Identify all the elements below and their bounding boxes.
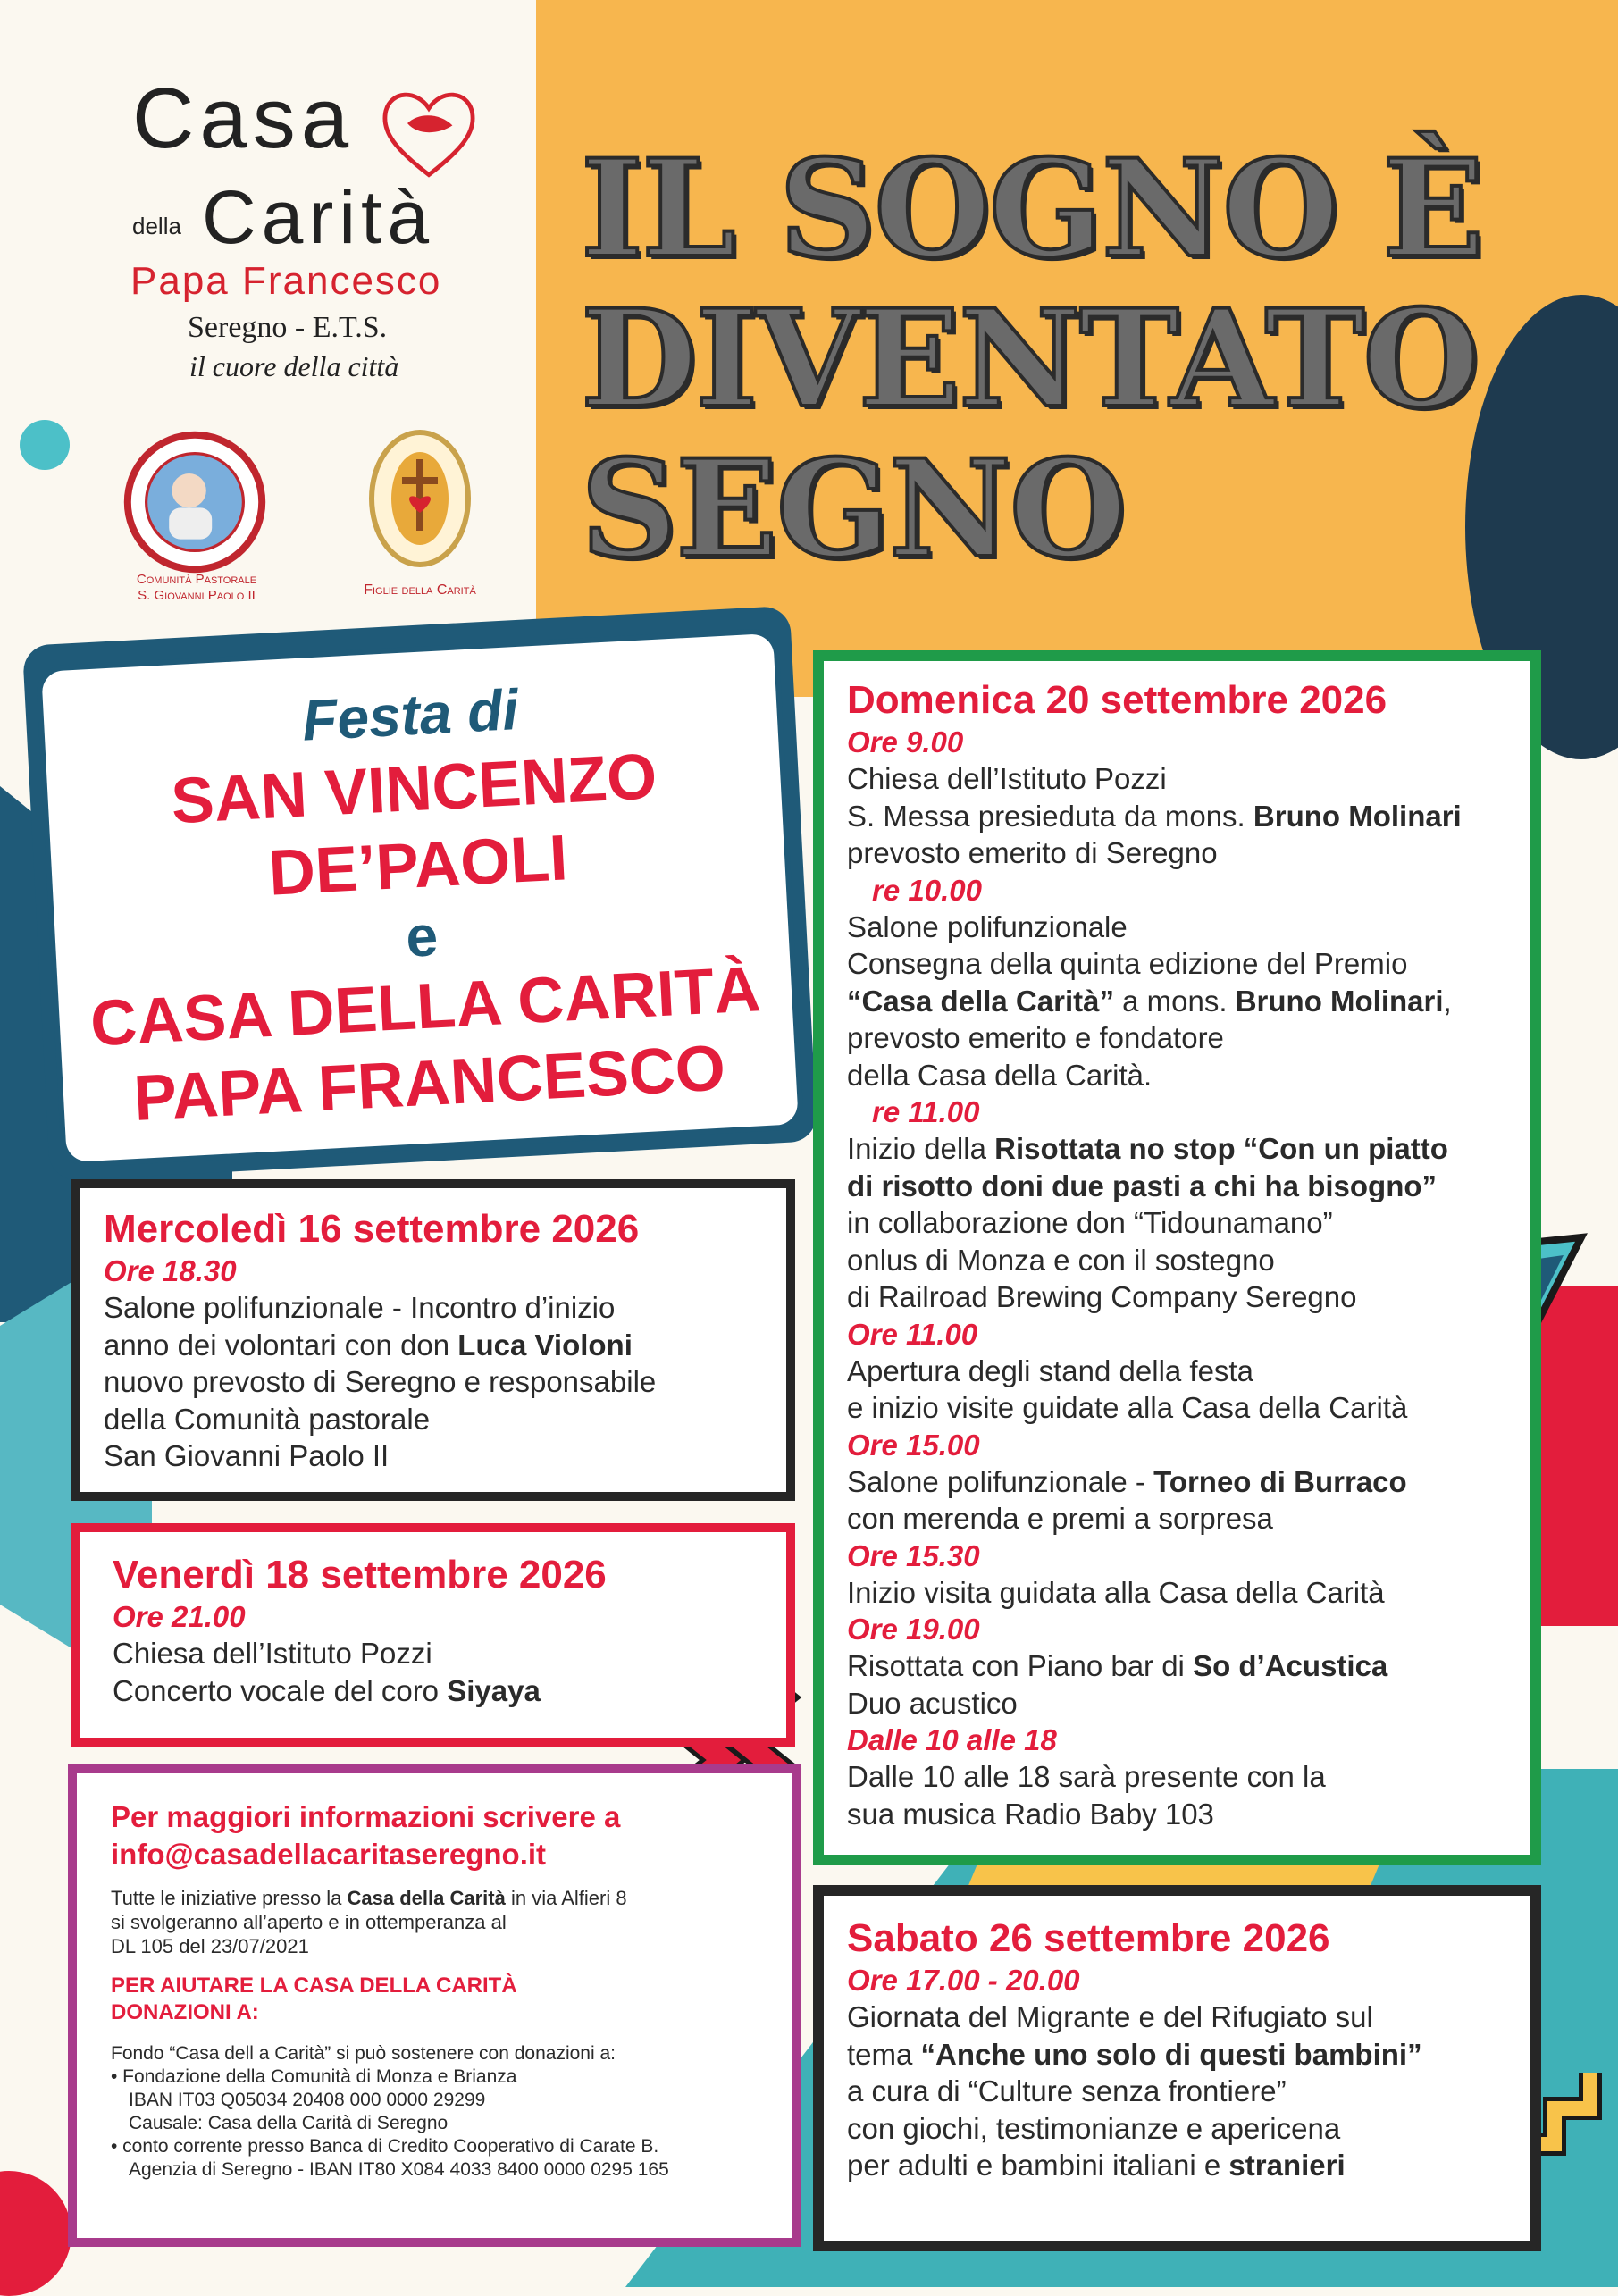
event-line: San Giovanni Paolo II: [104, 1439, 390, 1472]
donation-line: Fondo “Casa dell a Carità” si può sostenere con donazioni a:: [111, 2043, 616, 2064]
event-line: [847, 983, 1507, 1020]
festa-line1: Festa di: [300, 677, 520, 753]
bold-text: Torneo di Burraco: [1153, 1464, 1407, 1498]
text-span: ,: [1443, 984, 1452, 1018]
text-span: Salone polifunzionale -: [847, 1464, 1154, 1498]
info-heading: Per maggiori informazioni scrivere a: [111, 1800, 621, 1833]
event-time: Ore 15.00: [847, 1428, 980, 1462]
festa-line3: DE’PAOLI: [266, 822, 570, 909]
text-span: a mons.: [1113, 984, 1236, 1018]
seal1-caption-line1: Comunità Pastorale: [136, 572, 257, 587]
event-mercoledi: [71, 1179, 795, 1501]
event-line: sua musica Radio Baby 103: [847, 1797, 1214, 1831]
donations-heading-line1: PER AIUTARE LA CASA DELLA CARITÀ: [111, 1973, 517, 1998]
daughters-charity-emblem-icon: [366, 427, 474, 570]
event-time: Ore 17.00 - 20.00: [847, 1964, 1080, 1997]
event-line: [847, 1463, 1507, 1501]
seal1-caption: [98, 572, 295, 604]
event-line: [847, 798, 1507, 835]
event-time: re 10.00: [872, 873, 982, 907]
seal2-caption: Figlie della Carità: [364, 582, 476, 598]
info-note-line: DL 105 del 23/07/2021: [111, 1935, 309, 1957]
event-line: nuovo prevosto di Seregno e responsabile: [104, 1365, 657, 1398]
event-time: Ore 9.00: [847, 725, 964, 758]
event-time: Dalle 10 alle 18: [847, 1723, 1057, 1756]
festa-line5: CASA DELLA CARITÀ: [88, 953, 763, 1060]
headline-line1: IL SOGNO È: [581, 130, 1483, 288]
event-venerdi: [71, 1523, 795, 1747]
logo-tagline: il cuore della città: [189, 350, 399, 382]
donation-line: Agenzia di Seregno - IBAN IT80 X084 4033 8400 0000 0295 165: [129, 2159, 669, 2180]
event-line: Chiesa dell’Istituto Pozzi: [847, 762, 1167, 795]
main-headline: [581, 130, 1528, 588]
event-line: Consegna della quinta edizione del Premio: [847, 947, 1408, 980]
event-line: a cura di “Culture senza frontiere”: [847, 2074, 1287, 2107]
event-line: con giochi, testimonianze e apericena: [847, 2111, 1341, 2145]
parish-seal-icon: [123, 431, 266, 574]
decor-dot: [20, 420, 70, 470]
event-line: onlus di Monza e con il sostegno: [847, 1243, 1275, 1277]
event-line: in collaborazione don “Tidounamano”: [847, 1206, 1333, 1239]
event-title: Mercoledì 16 settembre 2026: [104, 1207, 640, 1251]
event-line: [847, 2147, 1507, 2184]
logo-casa-text: Casa: [132, 71, 355, 166]
event-line: [847, 1647, 1507, 1685]
event-line: Duo acustico: [847, 1686, 1018, 1720]
event-title: Venerdì 18 settembre 2026: [113, 1553, 607, 1596]
bold-name: Bruno Molinari: [1253, 799, 1462, 833]
donations-heading-line2: DONAZIONI A:: [111, 2000, 259, 2024]
event-line: prevosto emerito e fondatore: [847, 1021, 1224, 1054]
event-title: Sabato 26 settembre 2026: [847, 1916, 1330, 1960]
event-line: e inizio visite guidate alla Casa della Carità: [847, 1391, 1408, 1424]
logo-carita-text: Carità: [202, 175, 435, 259]
donations-details: [111, 2042, 758, 2182]
headline-line2: DIVENTATO: [581, 281, 1478, 438]
event-line: [113, 1672, 754, 1710]
text-span: Inizio della: [847, 1132, 995, 1165]
text-span: S. Messa presieduta da mons.: [847, 799, 1253, 833]
donation-line: • Fondazione della Comunità di Monza e Brianza: [111, 2066, 517, 2087]
heart-logo-icon: [375, 80, 482, 188]
logo-papa-francesco: Papa Francesco: [130, 259, 442, 303]
event-line: prevosto emerito di Seregno: [847, 836, 1218, 869]
event-line: di Railroad Brewing Company Seregno: [847, 1280, 1357, 1313]
bold-text: Casa della Carità: [347, 1887, 506, 1909]
text-span: tema: [847, 2037, 921, 2071]
text-span: in via Alfieri 8: [505, 1887, 627, 1909]
bold-name: Siyaya: [447, 1673, 541, 1707]
event-line: Apertura degli stand della festa: [847, 1353, 1253, 1387]
decor-dot: [0, 2171, 71, 2296]
event-sabato: [813, 1885, 1541, 2251]
donations-heading: [111, 1973, 758, 2026]
event-time: Ore 21.00: [113, 1600, 246, 1633]
event-line: Giornata del Migrante e del Rifugiato sul: [847, 2000, 1373, 2033]
donation-line: • conto corrente presso Banca di Credito Cooperativo di Carate B.: [111, 2136, 659, 2157]
text-span: Concerto vocale del coro: [113, 1673, 448, 1707]
info-note: [111, 1886, 758, 1958]
event-time: Ore 15.30: [847, 1538, 980, 1572]
festa-title: [61, 661, 780, 1140]
festa-line4: e: [404, 903, 440, 969]
event-line: [847, 1168, 1507, 1205]
text-span: anno dei volontari con don: [104, 1328, 458, 1362]
festa-line6: PAPA FRANCESCO: [131, 1032, 727, 1135]
logo-della-text: della: [132, 213, 181, 239]
bold-name: Luca Violoni: [457, 1328, 633, 1362]
event-line: [104, 1327, 763, 1364]
info-note-line: [111, 1886, 758, 1910]
event-line: con merenda e premi a sorpresa: [847, 1502, 1273, 1535]
text-span: per adulti e bambini italiani e: [847, 2149, 1229, 2182]
event-line: Chiesa dell’Istituto Pozzi: [113, 1637, 432, 1670]
bold-text: “Casa della Carità”: [847, 984, 1114, 1018]
info-note-line: si svolgeranno all’aperto e in ottemperanza al: [111, 1911, 507, 1933]
event-line: Dalle 10 alle 18 sarà presente con la: [847, 1760, 1326, 1793]
event-time: Ore 19.00: [847, 1613, 980, 1646]
event-line: Salone polifunzionale - Incontro d’inizio: [104, 1291, 616, 1324]
info-email[interactable]: info@casadellacaritaseregno.it: [111, 1838, 547, 1871]
headline-line3: SEGNO: [581, 431, 1125, 588]
event-time: re 11.00: [872, 1095, 980, 1128]
event-time: Ore 11.00: [847, 1317, 978, 1351]
info-box: [68, 1764, 801, 2247]
seal1-caption-line2: S. Giovanni Paolo II: [138, 588, 256, 603]
bold-text: So d’Acustica: [1193, 1649, 1388, 1682]
bold-text: di risotto doni due pasti a chi ha bisogno”: [847, 1169, 1438, 1202]
event-domenica: [813, 650, 1541, 1865]
event-line: della Casa della Carità.: [847, 1058, 1153, 1092]
bold-text: Risottata no stop “Con un piatto: [994, 1132, 1448, 1165]
text-span: Tutte le iniziative presso la: [111, 1887, 348, 1909]
text-span: Risottata con Piano bar di: [847, 1649, 1194, 1682]
bold-text: “Anche uno solo di questi bambini”: [920, 2037, 1422, 2071]
event-line: Inizio visita guidata alla Casa della Carità: [847, 1575, 1385, 1609]
event-line: [847, 1130, 1507, 1168]
event-line: Salone polifunzionale: [847, 909, 1128, 943]
event-line: della Comunità pastorale: [104, 1402, 431, 1436]
donation-line: Causale: Casa della Carità di Seregno: [129, 2113, 449, 2133]
bold-name: Bruno Molinari: [1235, 984, 1444, 1018]
logo-seregno: Seregno - E.T.S.: [188, 311, 388, 344]
event-title: Domenica 20 settembre 2026: [847, 678, 1387, 722]
festa-line2: SAN VINCENZO: [169, 740, 659, 838]
donation-line: IBAN IT03 Q05034 20408 000 0000 29299: [129, 2090, 486, 2110]
event-time: Ore 18.30: [104, 1254, 237, 1287]
bold-text: stranieri: [1228, 2149, 1346, 2182]
event-line: [847, 2036, 1507, 2074]
